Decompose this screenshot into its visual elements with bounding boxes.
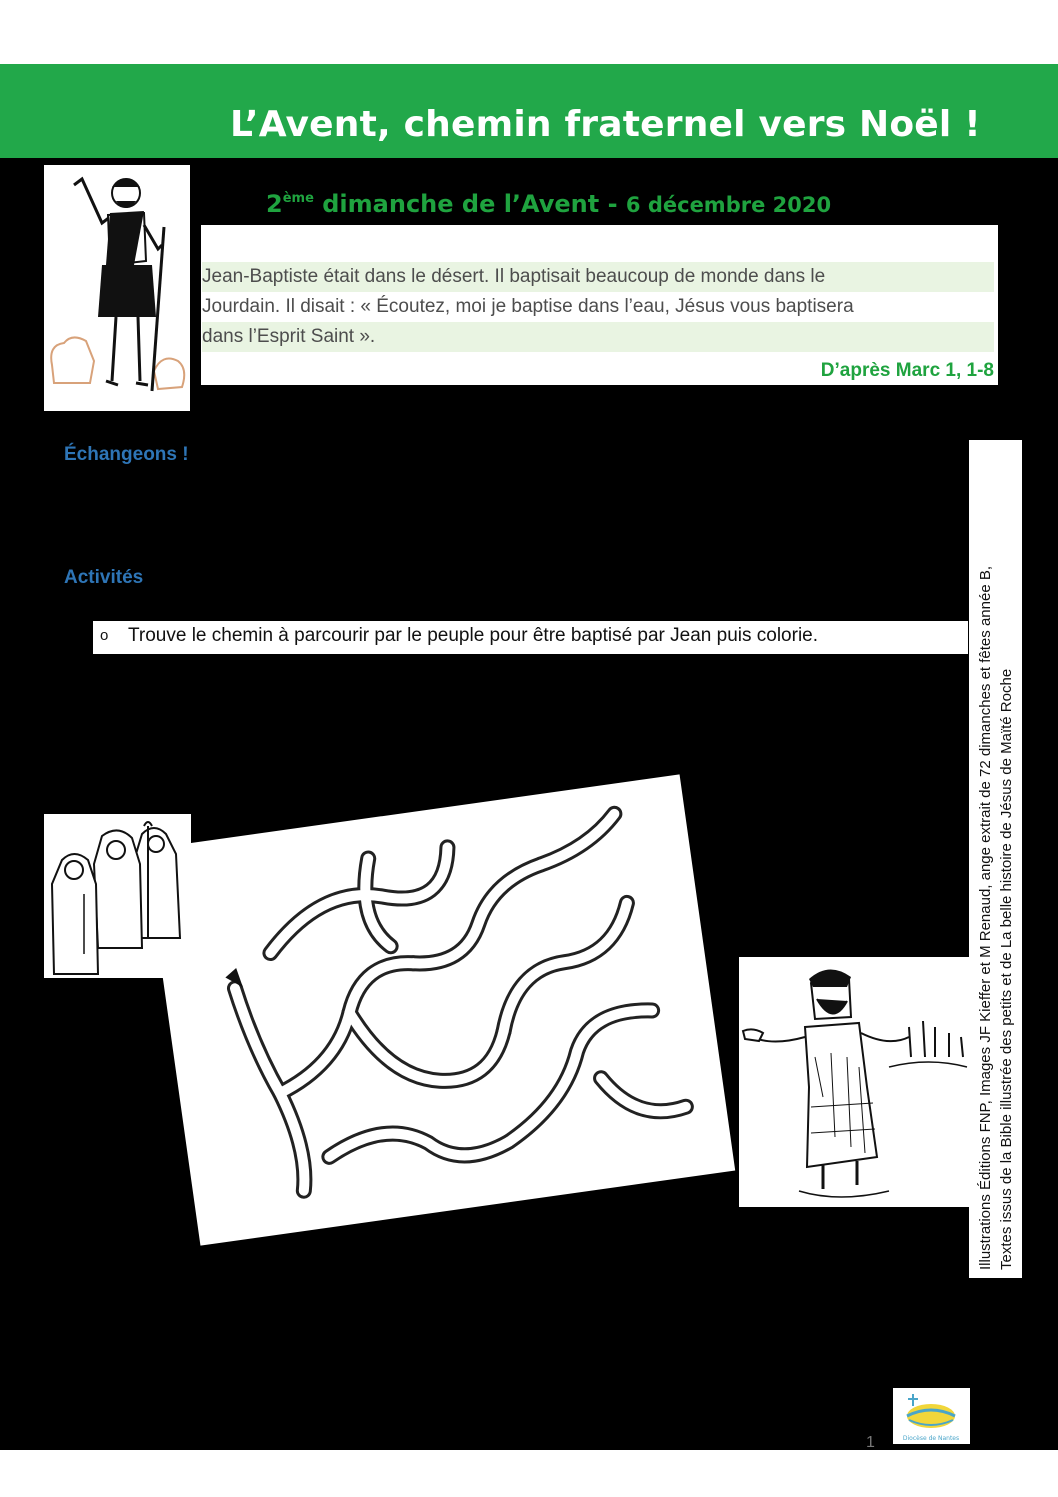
maze-icon (145, 774, 735, 1245)
john-baptist-illustration (44, 165, 190, 411)
gospel-reference: D’après Marc 1, 1-8 (820, 360, 994, 381)
diocese-logo-icon (893, 1388, 970, 1444)
bullet-icon: o (100, 627, 109, 644)
gospel-text (202, 262, 994, 352)
gospel-line: dans l’Esprit Saint ». (202, 322, 994, 352)
sunday-number: 2 (266, 190, 283, 218)
people-group-illustration (44, 814, 191, 978)
logo-caption: Diocèse de Nantes (902, 1435, 960, 1442)
john-baptizing-icon (739, 957, 970, 1207)
maze-illustration (150, 750, 730, 1250)
sunday-superscript: ème (282, 191, 314, 206)
john-baptist-icon (44, 165, 190, 411)
page-title: L’Avent, chemin fraternel vers Noël ! (230, 104, 981, 145)
activities-heading: Activités (64, 567, 144, 588)
gospel-line: Jean-Baptiste était dans le désert. Il baptisait beaucoup de monde dans le (202, 262, 994, 292)
maze-card (145, 774, 735, 1245)
activity-item (93, 621, 968, 654)
diocese-logo (893, 1388, 970, 1444)
credits-line: Textes issus de la Bible illustrée des petits et de La belle histoire de Jésus de Maïté Roche (997, 668, 1015, 1270)
sunday-date: 6 décembre 2020 (625, 193, 832, 217)
exchange-heading: Échangeons ! (64, 444, 189, 465)
gospel-line: Jourdain. Il disait : « Écoutez, moi je baptise dans l’eau, Jésus vous baptisera (202, 292, 994, 322)
activity-text: Trouve le chemin à parcourir par le peuple pour être baptisé par Jean puis colorie. (128, 625, 819, 646)
sunday-label: dimanche de l’Avent - (313, 190, 626, 218)
sunday-heading (266, 190, 831, 218)
credits-line: Illustrations Éditions FNP, Images JF Kieffer et M Renaud, ange extrait de 72 dimanches et fêtes année B, (976, 566, 994, 1270)
people-group-icon (44, 814, 191, 978)
john-baptizing-illustration (739, 957, 970, 1207)
credits-box (969, 440, 1022, 1278)
page-number: 1 (866, 1434, 875, 1451)
